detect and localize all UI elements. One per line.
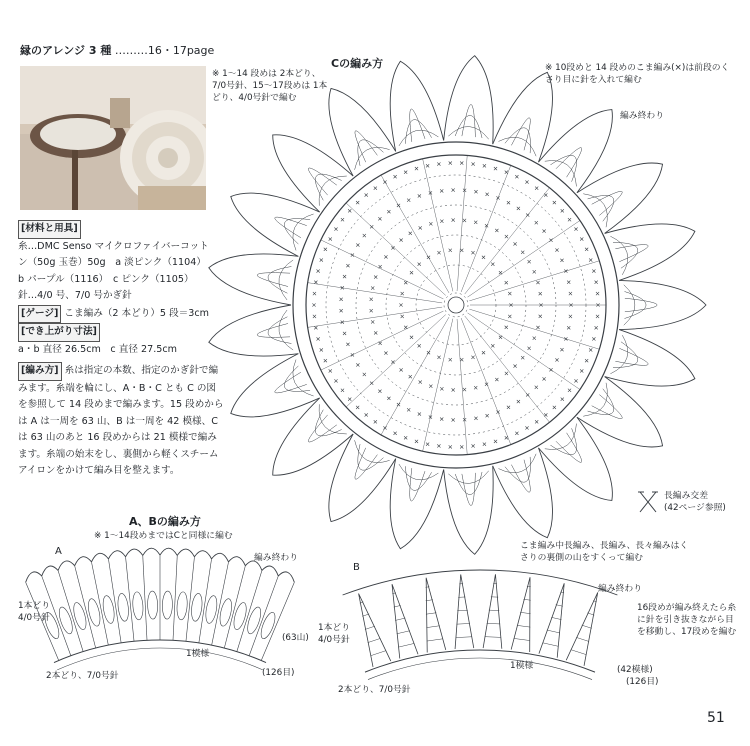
diagram-c-heading: Cの編み方 bbox=[331, 57, 384, 70]
diagram-c-note-left: ※ 1～14 段めは 2本どり、7/0号針、15～17段めは 1本どり、4/0号針で編む bbox=[212, 69, 328, 103]
diagram-a-label: A bbox=[55, 546, 62, 557]
diagram-b-needle-top: 1本どり 4/0号針 bbox=[318, 623, 350, 645]
materials-line-1: 糸…DMC Senso マイクロファイバーコットン（50g 玉巻）50g a 淡ピンク（1104） bbox=[18, 240, 209, 268]
edge-a-diagram bbox=[26, 548, 295, 670]
diagram-a-count: (63山) bbox=[282, 633, 309, 643]
materials-title: [材料と用具] bbox=[18, 220, 81, 239]
materials-line-2: b パープル（1116） c ピンク（1105） bbox=[18, 273, 194, 285]
diagram-b-note: こま編み中長編み、長編み、長々編みはくさりの裏側の山をすくって編む bbox=[520, 541, 689, 563]
gauge-text: こま編み（2 本どり）5 段＝3cm bbox=[64, 307, 209, 319]
page-number: 51 bbox=[707, 710, 725, 726]
diagram-a-needle-bottom: 2本どり、7/0号針 bbox=[46, 671, 119, 681]
instructions-title: [編み方] bbox=[18, 362, 62, 381]
instructions-text: 糸は指定の本数、指定のかぎ針で編みます。糸端を輪にし、A・B・C とも C の図を参照して 14 段めまで編みます。15 段めからは A は一周を 63 山、B は一周を 42 模様、C は 63 山のあと 16 段めからは 21 模様で編みます。糸端の始末をし、裏側から軽くスチームアイロンをかけて編み目を整えます。 bbox=[18, 365, 224, 476]
diagram-b-rows: (126目) bbox=[626, 677, 659, 687]
diagram-b-note2: 16段めが編み終えたら糸に針を引き抜きながら目を移動し、17段めを編む bbox=[637, 603, 737, 637]
diagram-ab-note: ※ 1～14段めまではCと同様に編む bbox=[94, 531, 233, 541]
doily-c-diagram bbox=[209, 56, 706, 555]
diagram-a-end: 編み終わり bbox=[254, 553, 298, 563]
title-text: 縁のアレンジ 3 種 bbox=[20, 44, 112, 57]
legend-symbol-label: 長編み交差 bbox=[664, 491, 708, 501]
diagram-b-label: B bbox=[353, 562, 360, 573]
diagram-b-repeat: 1模様 bbox=[510, 661, 534, 671]
legend-ref: (42ページ参照) bbox=[664, 503, 726, 513]
diagram-c-note-right: ※ 10段めと 14 段めのこま編み(×)は前段のくさり目に針を入れて編む bbox=[545, 63, 730, 85]
diagram-a-needle-top: 1本どり 4/0号針 bbox=[18, 601, 50, 623]
diagram-a-repeat: 1模様 bbox=[186, 649, 210, 659]
size-title: [でき上がり寸法] bbox=[18, 323, 100, 342]
size-text: a・b 直径 26.5cm c 直径 27.5cm bbox=[18, 343, 177, 355]
diagram-a-rows: (126目) bbox=[262, 668, 295, 678]
diagram-b-end: 編み終わり bbox=[598, 584, 642, 594]
legend-symbol-icon bbox=[638, 492, 658, 512]
gauge-title: [ゲージ] bbox=[18, 305, 61, 324]
diagram-c-end-label: 編み終わり bbox=[620, 111, 664, 121]
diagram-b-needle-bottom: 2本どり、7/0号針 bbox=[338, 685, 411, 695]
edge-b-diagram bbox=[343, 570, 618, 680]
diagram-b-count: (42模様) bbox=[617, 665, 653, 675]
page-reference: ………16・17page bbox=[114, 44, 215, 57]
materials-line-3: 針…4/0 号、7/0 号かぎ針 bbox=[18, 290, 132, 301]
diagram-ab-heading: A、Bの編み方 bbox=[129, 515, 201, 528]
